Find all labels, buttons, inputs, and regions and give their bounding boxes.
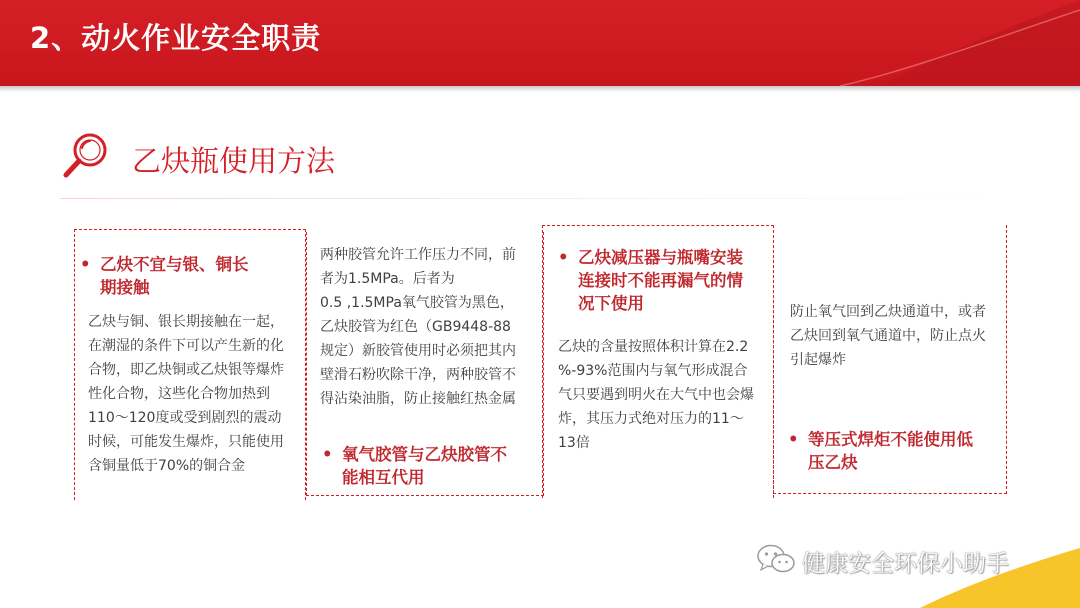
wechat-icon [756,543,796,575]
body-line: 炸，其压力式绝对压力的11～ [558,411,744,427]
box-1-heading [80,253,249,299]
body-line: 乙炔胶管为红色（GB9448-88 [320,319,511,335]
body-line: 乙炔与铜、银长期接触在一起， [88,314,284,330]
slide-title: 2、动火作业安全职责 [30,21,322,55]
body-line: 时候，可能发生爆炸，只能使用 [88,434,284,450]
box-3-heading [558,246,743,315]
body-line: 壁滑石粉吹除干净，两种胶管不 [320,367,516,383]
heading-bullet: • [558,248,569,267]
body-line: 者为1.5MPa。后者为 [320,271,455,287]
body-line: 两种胶管允许工作压力不同，前 [320,247,516,263]
heading-line: 连接时不能再漏气的情 [578,271,743,290]
body-line: 气只要遇到明火在大气中也会爆 [558,387,754,403]
header-decoration [840,0,1080,86]
heading-line: 乙炔减压器与瓶嘴安装 [578,248,743,267]
box-4-body [790,300,986,372]
body-line: %-93%范围内与氧气形成混合 [558,363,748,379]
heading-line: 期接触 [100,278,150,297]
body-line: 乙炔的含量按照体积计算在2.2 [558,339,749,355]
body-line: 110～120度或受到剧烈的震动 [88,410,282,426]
heading-line: 压乙炔 [808,453,858,472]
box-3-body [558,335,754,455]
magnifier-icon [60,130,112,182]
section-title: 乙炔瓶使用方法 [132,144,336,178]
body-line: 乙炔回到氧气通道中，防止点火 [790,328,986,344]
heading-bullet: • [322,445,333,464]
body-line: 在潮湿的条件下可以产生新的化 [88,338,284,354]
heading-line: 乙炔不宜与银、铜长 [100,255,249,274]
section-divider [60,198,1020,199]
watermark-text: 健康安全环保小助手 [802,551,1009,577]
header-shadow [0,86,1080,92]
heading-bullet: • [80,255,91,274]
box-2-heading [322,443,507,489]
heading-line: 氧气胶管与乙炔胶管不 [342,445,507,464]
header-bar [0,0,1080,86]
body-line: 性化合物，这些化合物加热到 [88,386,270,402]
heading-line: 等压式焊炬不能使用低 [808,430,973,449]
body-line: 规定）新胶管使用时必须把其内 [320,343,516,359]
body-line: 含铜量低于70%的铜合金 [88,458,246,474]
body-line: 得沾染油脂，防止接触红热金属 [320,391,516,407]
heading-bullet: • [788,430,799,449]
body-line: 防止氧气回到乙炔通道中，或者 [790,304,986,320]
box-1-body [88,310,284,478]
box-4-heading [788,428,973,474]
body-line: 引起爆炸 [790,352,846,368]
body-line: 0.5 ,1.5MPa氧气胶管为黑色， [320,295,514,311]
heading-line: 况下使用 [578,294,644,313]
body-line: 合物，即乙炔铜或乙炔银等爆炸 [88,362,284,378]
body-line: 13倍 [558,435,590,451]
heading-line: 能相互代用 [342,468,425,487]
box-2-body [320,243,516,411]
